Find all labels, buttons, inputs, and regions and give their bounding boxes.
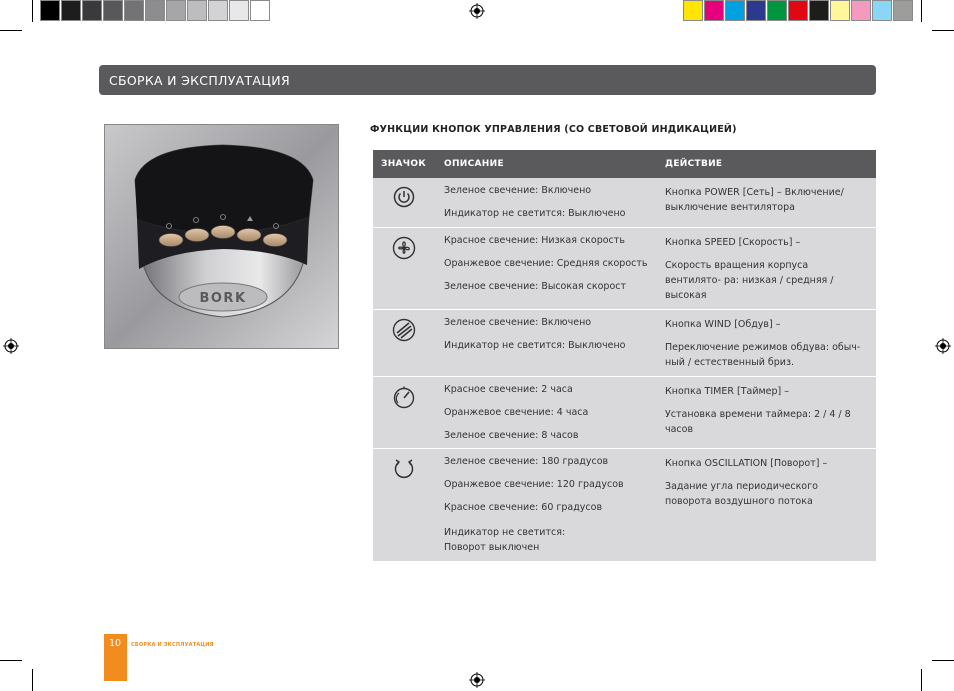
color-swatch <box>229 0 249 21</box>
color-swatch <box>809 0 829 21</box>
action-text: Кнопка SPEED [Скорость] – <box>665 237 801 248</box>
crop-mark <box>32 669 33 691</box>
crop-mark <box>932 660 954 661</box>
table-row <box>373 178 876 228</box>
description-line: Индикатор не светится: Выключено <box>444 340 626 351</box>
wind-icon <box>392 318 416 342</box>
section-header-bar <box>99 65 876 95</box>
page-number: 10 <box>109 638 122 649</box>
action-text: Кнопка TIMER [Таймер] – <box>665 386 790 397</box>
table-row <box>373 310 876 377</box>
table-row <box>373 449 876 562</box>
table-row <box>373 228 876 310</box>
description-line: Зеленое свечение: Включено <box>444 317 592 328</box>
color-swatch <box>683 0 703 21</box>
color-swatch <box>124 0 144 21</box>
color-swatch <box>40 0 60 21</box>
action-text: Установка времени таймера: 2 / 4 / 8 часов <box>665 409 851 435</box>
page-title: СБОРКА И ЭКСПЛУАТАЦИЯ <box>109 72 290 88</box>
column-header-description: ОПИСАНИЕ <box>444 159 504 169</box>
oscillation-icon <box>392 457 416 481</box>
footer-section-label: СБОРКА И ЭКСПЛУАТАЦИЯ <box>131 642 214 648</box>
color-swatch <box>82 0 102 21</box>
description-line: Красное свечение: 60 градусов <box>444 502 603 513</box>
color-swatch <box>851 0 871 21</box>
registration-mark-icon <box>469 3 485 19</box>
timer-icon <box>392 385 416 409</box>
color-swatch <box>145 0 165 21</box>
description-line: Оранжевое свечение: 120 градусов <box>444 479 624 490</box>
crop-mark <box>932 30 954 31</box>
color-swatch <box>61 0 81 21</box>
speed-fan-icon <box>392 236 416 260</box>
section-title: ФУНКЦИИ КНОПОК УПРАВЛЕНИЯ (СО СВЕТОВОЙ ИНДИКАЦИЕЙ) <box>370 124 737 135</box>
description-line: Зеленое свечение: Высокая скорост <box>444 281 627 292</box>
action-text: Переключение режимов обдува: обыч- ный / естественный бриз. <box>665 342 861 368</box>
color-swatch-strip <box>683 0 914 22</box>
color-swatch <box>746 0 766 21</box>
registration-mark-icon <box>469 672 485 688</box>
action-text: Скорость вращения корпуса вентилято- ра: низкая / средняя / высокая <box>665 260 834 301</box>
crop-mark <box>32 0 33 22</box>
description-line: Зеленое свечение: 180 градусов <box>444 456 609 467</box>
table-header <box>373 150 876 178</box>
color-swatch <box>187 0 207 21</box>
description-line: Индикатор не светится: Поворот выключен <box>444 527 566 553</box>
description-line: Оранжевое свечение: Средняя скорость <box>444 258 648 269</box>
registration-mark-icon <box>3 338 19 354</box>
description-line: Индикатор не светится: Выключено <box>444 208 626 219</box>
color-swatch <box>103 0 123 21</box>
crop-mark <box>921 0 922 22</box>
color-swatch <box>788 0 808 21</box>
color-swatch <box>830 0 850 21</box>
crop-mark <box>0 30 22 31</box>
control-panel-illustration <box>105 125 339 349</box>
button-functions-table <box>373 150 876 562</box>
crop-mark <box>0 660 22 661</box>
table-row <box>373 377 876 449</box>
column-header-action: ДЕЙСТВИЕ <box>665 159 723 169</box>
description-line: Зеленое свечение: Включено <box>444 185 592 196</box>
brand-logo: BORK <box>199 291 247 306</box>
action-text: Кнопка WIND [Обдув] – <box>665 319 781 330</box>
description-line: Зеленое свечение: 8 часов <box>444 430 579 441</box>
action-text: Задание угла периодического поворота воздушного потока <box>665 481 818 507</box>
crop-mark <box>921 669 922 691</box>
gray-swatch-strip <box>40 0 271 22</box>
action-text: Кнопка OSCILLATION [Поворот] – <box>665 458 828 469</box>
power-icon <box>393 186 415 208</box>
action-text: Кнопка POWER [Сеть] – Включение/ выключение вентилятора <box>665 187 844 213</box>
color-swatch <box>166 0 186 21</box>
registration-mark-icon <box>935 338 951 354</box>
color-swatch <box>872 0 892 21</box>
description-line: Красное свечение: 2 часа <box>444 384 573 395</box>
color-swatch <box>725 0 745 21</box>
description-line: Красное свечение: Низкая скорость <box>444 235 625 246</box>
description-line: Оранжевое свечение: 4 часа <box>444 407 589 418</box>
color-swatch <box>704 0 724 21</box>
color-swatch <box>767 0 787 21</box>
column-header-icon: ЗНАЧОК <box>381 159 426 169</box>
control-panel-photo <box>104 124 339 349</box>
color-swatch <box>208 0 228 21</box>
color-swatch <box>893 0 913 21</box>
color-swatch <box>250 0 270 21</box>
